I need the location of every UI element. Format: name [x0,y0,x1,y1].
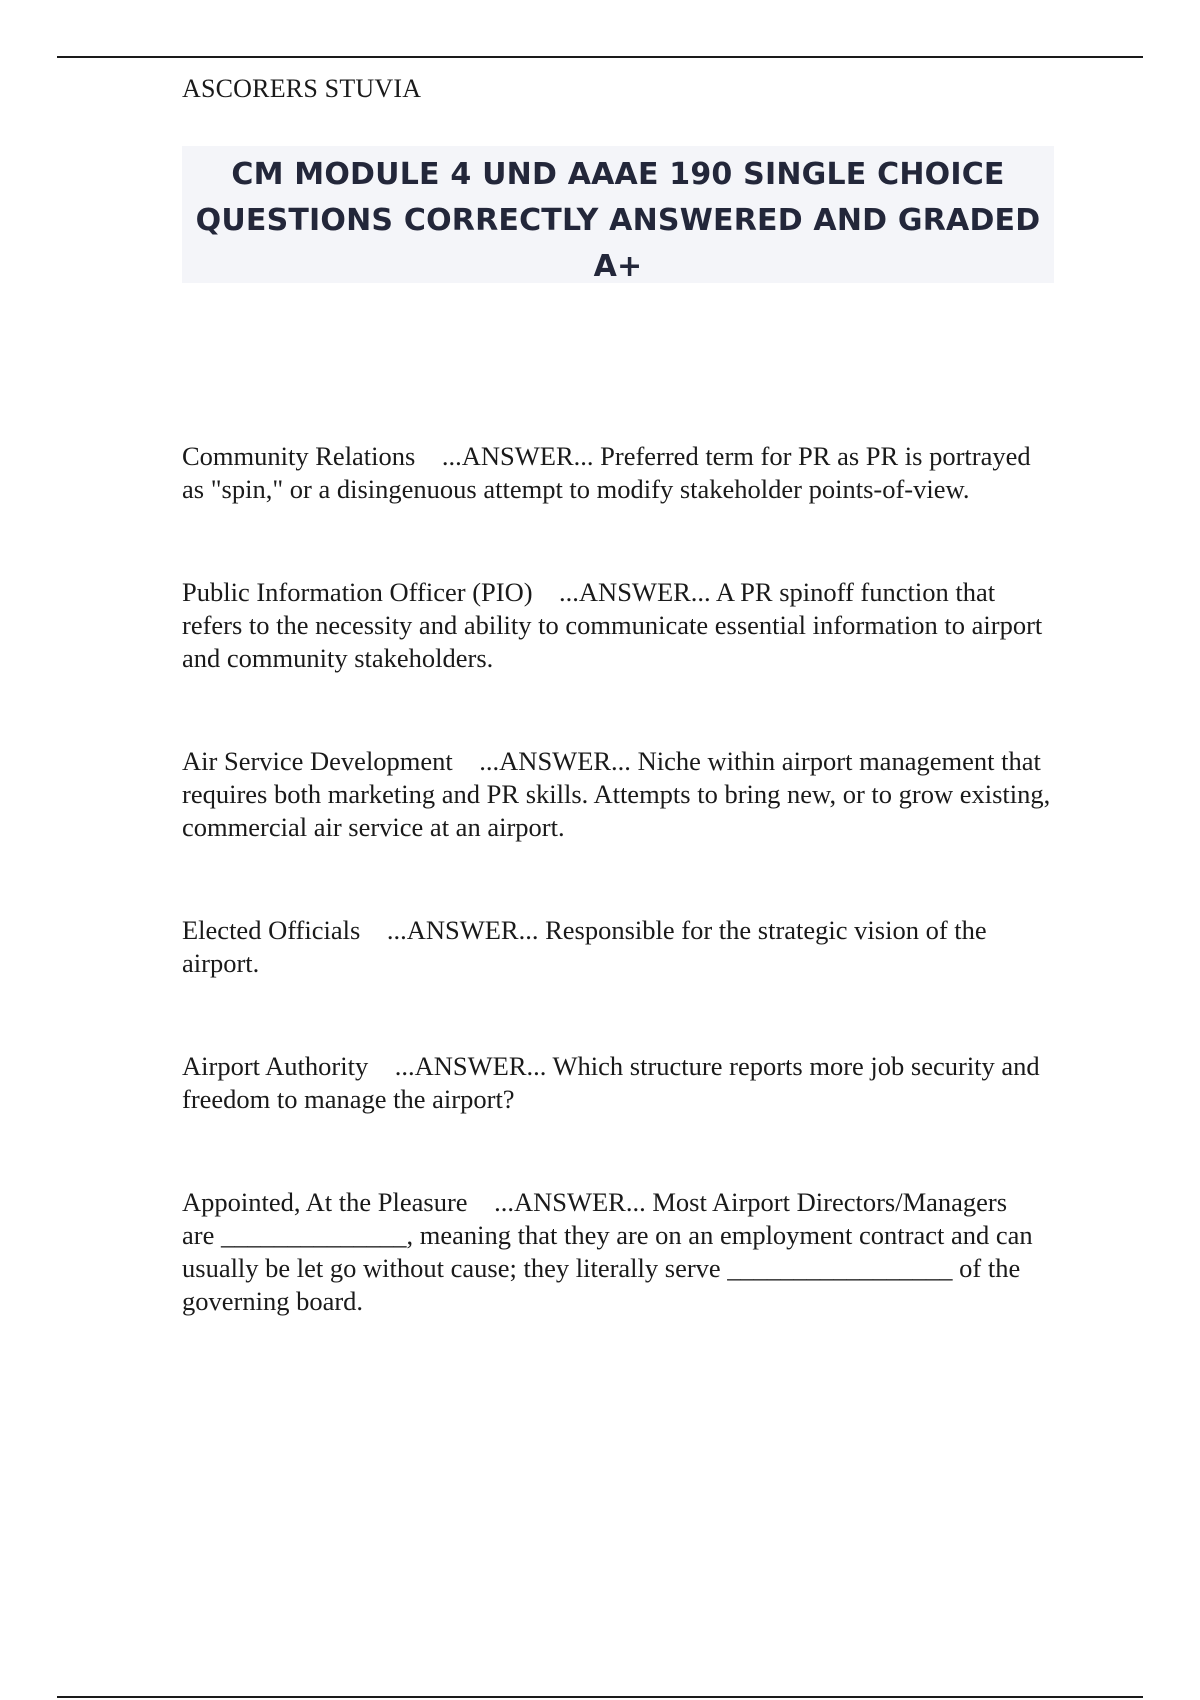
top-rule [57,56,1143,58]
qa-answer: A PR spinoff function that refers to the necessity and ability to communicate essential information to airport and community stakeholders. [182,577,1043,673]
qa-separator: ...ANSWER... [394,1051,547,1081]
qa-separator: ...ANSWER... [559,577,711,607]
qa-term: Airport Authority [182,1051,369,1081]
qa-answer: Niche within airport management that requires both marketing and PR skills. Attempts to bring new, or to grow existing, commercial air service at an airport. [182,746,1051,842]
qa-answer: Preferred term for PR as PR is portrayed as "spin," or a disingenuous attempt to modify stakeholder points-of-view. [182,441,1031,504]
title-banner [182,146,1054,283]
qa-list [182,440,1062,1318]
qa-term: Elected Officials [182,915,361,945]
qa-answer: Responsible for the strategic vision of the airport. [182,915,987,978]
qa-item [182,1050,1062,1116]
qa-term: Appointed, At the Pleasure [182,1187,468,1217]
qa-term: Community Relations [182,441,416,471]
document-header-label: ASCORERS STUVIA [182,74,422,103]
qa-item [182,1186,1042,1318]
qa-item [182,440,1042,506]
qa-separator: ...ANSWER... [494,1187,646,1217]
qa-separator: ...ANSWER... [479,746,631,776]
qa-separator: ...ANSWER... [386,915,539,945]
qa-term: Air Service Development [182,746,453,776]
qa-answer: Most Airport Directors/Managers are ______________, meaning that they are on an employment contract and can usually be let go without cause; they literally serve _________________ of the governing board. [182,1187,1033,1316]
qa-item [182,576,1062,675]
qa-item [182,745,1067,844]
document-title: CM MODULE 4 UND AAAE 190 SINGLE CHOICE QUESTIONS CORRECTLY ANSWERED AND GRADED A+ [195,157,1041,284]
qa-separator: ...ANSWER... [441,441,594,471]
bottom-rule [57,1696,1143,1698]
qa-term: Public Information Officer (PIO) [182,577,533,607]
qa-item [182,914,1062,980]
qa-answer: Which structure reports more job security and freedom to manage the airport? [182,1051,1040,1114]
